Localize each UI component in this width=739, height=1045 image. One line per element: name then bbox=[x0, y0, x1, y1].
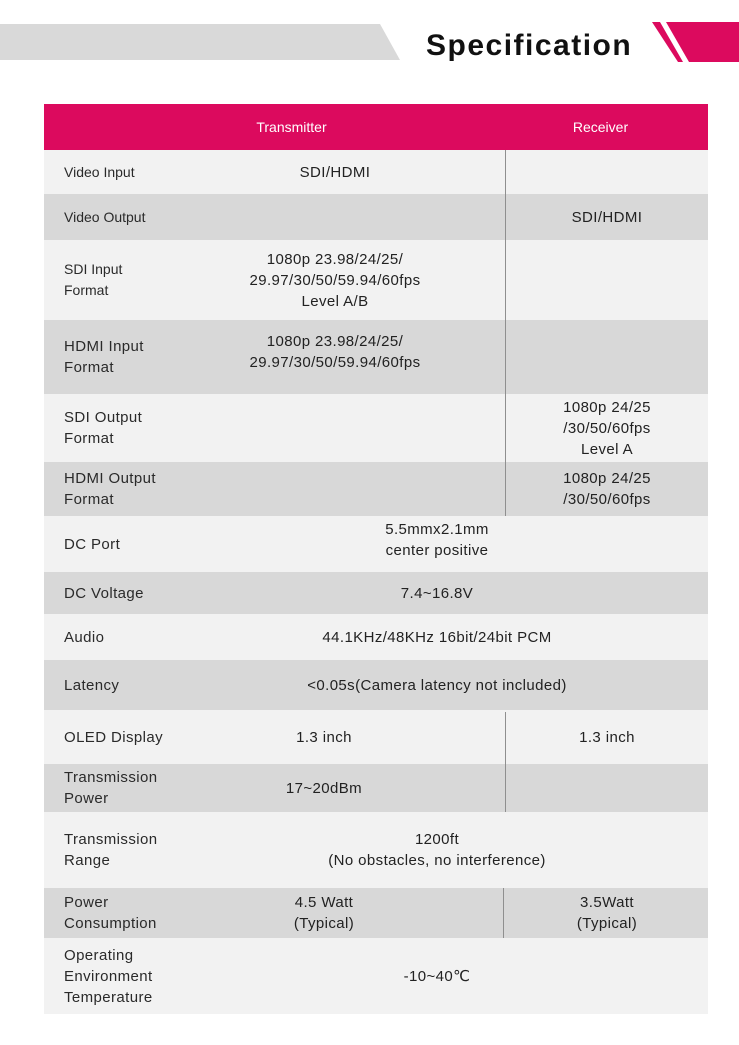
spanning-value: 5.5mmx2.1mm center positive bbox=[385, 521, 489, 559]
page-title: Specification bbox=[426, 29, 633, 62]
table-row bbox=[44, 614, 708, 660]
spanning-value: 1200ft (No obstacles, no interference) bbox=[328, 831, 546, 869]
row-label: SDI Output Format bbox=[64, 409, 143, 447]
table-row bbox=[44, 150, 708, 194]
table-row bbox=[44, 888, 708, 938]
receiver-value bbox=[506, 320, 708, 394]
transmitter-value: 1080p 23.98/24/25/ 29.97/30/50/59.94/60fps Level A/B bbox=[249, 250, 421, 310]
row-label: Power Consumption bbox=[64, 894, 157, 932]
column-header-transmitter: Transmitter bbox=[256, 119, 327, 135]
row-label: Operating Environment Temperature bbox=[64, 946, 153, 1006]
header-banner bbox=[0, 24, 400, 60]
table-row bbox=[44, 240, 708, 320]
transmitter-value bbox=[224, 462, 446, 516]
table-row bbox=[44, 462, 708, 516]
receiver-value bbox=[506, 764, 708, 812]
table-header bbox=[44, 104, 708, 150]
spanning-value: <0.05s(Camera latency not included) bbox=[307, 676, 567, 694]
row-label: Transmission Range bbox=[64, 831, 158, 869]
receiver-value: 1.3 inch bbox=[579, 728, 635, 746]
table-row bbox=[44, 394, 708, 462]
table-row bbox=[44, 710, 708, 764]
spanning-value: 7.4~16.8V bbox=[400, 584, 474, 602]
row-label: DC Port bbox=[64, 535, 121, 553]
transmitter-value: 4.5 Watt (Typical) bbox=[293, 894, 355, 932]
row-label: HDMI Output Format bbox=[64, 470, 156, 508]
table-row bbox=[44, 812, 708, 888]
spanning-value: 44.1KHz/48KHz 16bit/24bit PCM bbox=[322, 628, 552, 646]
table-row bbox=[44, 516, 708, 572]
table-row bbox=[44, 938, 708, 1014]
row-label: Video Output bbox=[64, 208, 146, 225]
receiver-value bbox=[506, 240, 708, 320]
spec-table bbox=[44, 104, 708, 1014]
transmitter-value bbox=[224, 394, 446, 462]
receiver-value: 3.5Watt (Typical) bbox=[576, 894, 638, 932]
receiver-value: SDI/HDMI bbox=[571, 208, 643, 226]
row-label: SDI Input Format bbox=[64, 261, 123, 298]
transmitter-value: 1.3 inch bbox=[296, 728, 352, 746]
row-label: Latency bbox=[64, 676, 120, 694]
row-label: Audio bbox=[64, 628, 105, 646]
transmitter-value bbox=[224, 194, 446, 240]
transmitter-value: 17~20dBm bbox=[285, 779, 363, 797]
table-row bbox=[44, 572, 708, 614]
row-label: HDMI Input Format bbox=[64, 338, 144, 376]
transmitter-value: SDI/HDMI bbox=[299, 163, 371, 181]
receiver-value bbox=[506, 150, 708, 194]
transmitter-value: 1080p 23.98/24/25/ 29.97/30/50/59.94/60fps bbox=[249, 333, 421, 371]
table-row bbox=[44, 764, 708, 812]
row-label: Video Input bbox=[64, 163, 135, 180]
table-row bbox=[44, 194, 708, 240]
table-row bbox=[44, 660, 708, 710]
brand-stripe-icon bbox=[652, 22, 739, 62]
row-label: OLED Display bbox=[64, 728, 163, 746]
table-row bbox=[44, 320, 708, 394]
spanning-value: -10~40℃ bbox=[403, 967, 471, 985]
row-label: Transmission Power bbox=[64, 769, 158, 807]
receiver-value: 1080p 24/25 /30/50/60fps bbox=[563, 470, 651, 508]
column-header-receiver: Receiver bbox=[572, 119, 629, 135]
column-divider bbox=[503, 888, 504, 938]
row-label: DC Voltage bbox=[64, 584, 144, 602]
receiver-value: 1080p 24/25 /30/50/60fps Level A bbox=[563, 398, 651, 458]
